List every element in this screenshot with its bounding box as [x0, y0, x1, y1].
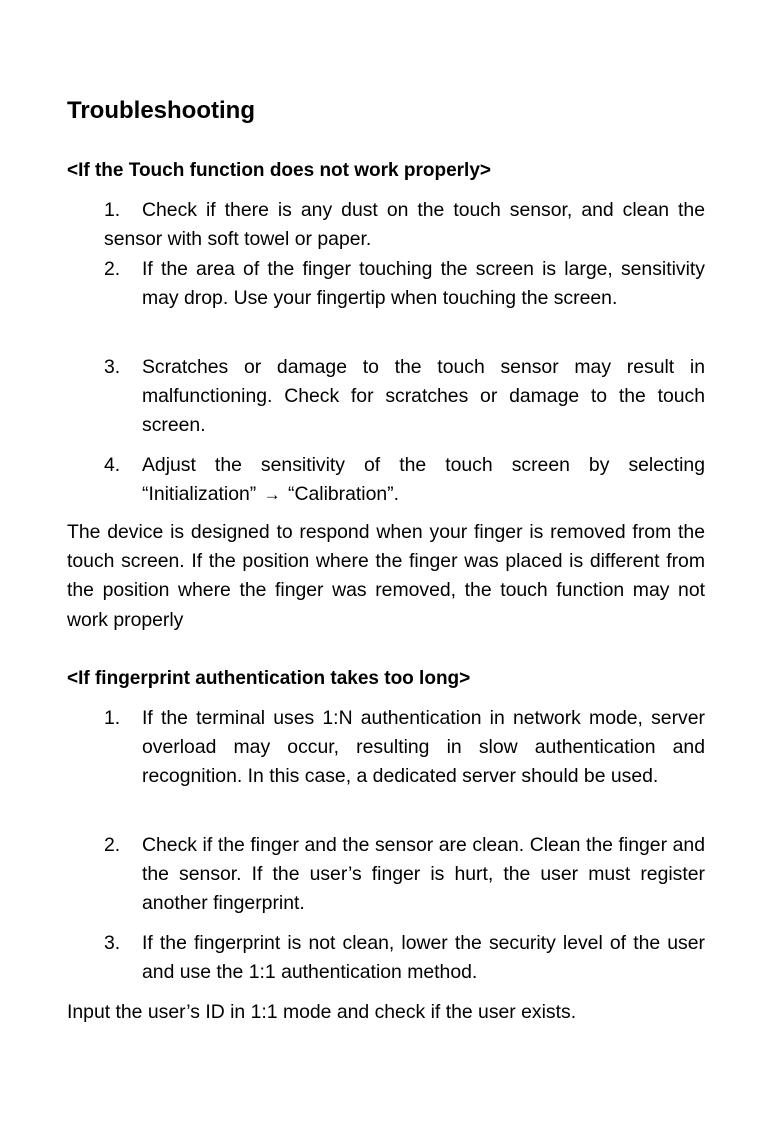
list-number: 1. [104, 199, 121, 221]
list-number: 3. [104, 356, 121, 378]
fingerprint-list-item-2 [104, 831, 705, 919]
list-number: 1. [104, 707, 121, 729]
list-text [104, 451, 705, 509]
touch-note-paragraph: The device is designed to respond when your finger is removed from the touch screen. If the position where the finger was placed is different from the position where the finger was removed, the touch function may not work properly [67, 521, 705, 631]
fingerprint-note-paragraph: Input the user’s ID in 1:1 mode and check if the user exists. [67, 1001, 577, 1023]
list-text: If the fingerprint is not clean, lower the security level of the user and use the 1:1 authentication method. [142, 932, 705, 984]
touch-list-item-4 [104, 451, 705, 509]
list-text-end: “Calibration”. [288, 483, 400, 506]
list-number: 2. [104, 834, 121, 856]
touch-list-item-2 [104, 255, 705, 313]
section-fingerprint-heading: <If fingerprint authentication takes too long> [67, 668, 471, 689]
list-number: 4. [104, 454, 121, 476]
list-text: If the area of the finger touching the screen is large, sensitivity may drop. Use your fingertip when touching the screen. [142, 258, 705, 310]
touch-list-item-1 [104, 196, 705, 254]
fingerprint-list-item-1 [104, 704, 705, 792]
arrow-right-icon: → [263, 485, 281, 505]
list-text: Scratches or damage to the touch sensor may result in malfunctioning. Check for scratches or damage to the touch screen. [142, 356, 705, 437]
list-text-start: Adjust the sensitivity of the touch screen by selecting “Initialization” [142, 454, 705, 506]
fingerprint-list-item-3 [104, 929, 705, 987]
list-text: Check if there is any dust on the touch sensor, and clean the sensor with soft towel or paper. [104, 199, 705, 251]
list-number: 3. [104, 932, 121, 954]
list-text: Check if the finger and the sensor are clean. Clean the finger and the sensor. If the user’s finger is hurt, the user must register another fingerprint. [142, 834, 705, 915]
list-text: If the terminal uses 1:N authentication in network mode, server overload may occur, resulting in slow authentication and recognition. In this case, a dedicated server should be used. [142, 707, 705, 788]
touch-list-item-3 [104, 353, 705, 441]
section-touch-heading: <If the Touch function does not work properly> [67, 160, 492, 181]
page-title: Troubleshooting [67, 97, 255, 124]
list-number: 2. [104, 258, 121, 280]
